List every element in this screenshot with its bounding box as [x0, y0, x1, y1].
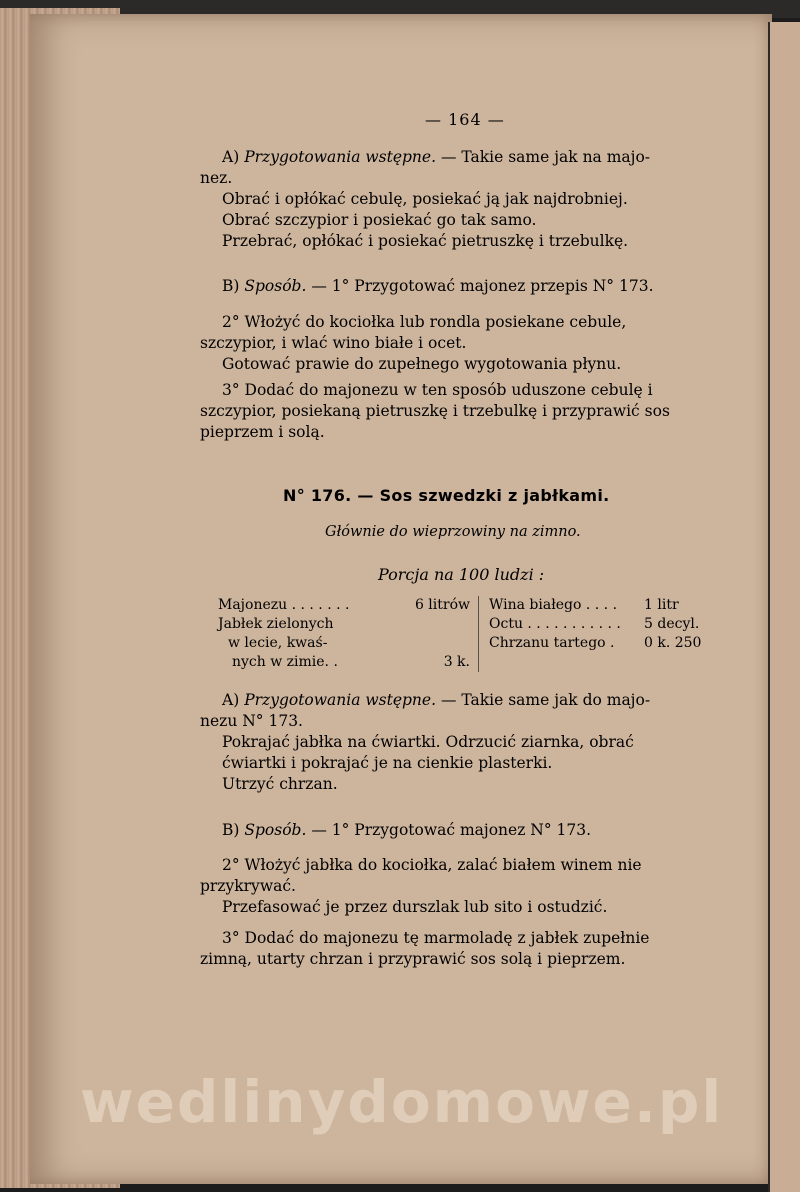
method-title: Sposób. — [244, 277, 307, 295]
section1-method — [200, 276, 740, 297]
text-line: szczypior, i wlać wino białe i ocet. — [200, 334, 467, 352]
section1-step3 — [200, 380, 740, 443]
preparation-text: — Takie same jak do majo- — [440, 691, 651, 709]
text-line: Gotować prawie do zupełnego wygotowania płynu. — [222, 355, 622, 373]
text-line: zimną, utarty chrzan i przyprawić sos solą i pieprzem. — [200, 950, 626, 968]
ingredient-qty — [644, 653, 724, 672]
ingredient-name: nych w zimie. . — [232, 654, 338, 670]
ingredients-table — [218, 596, 724, 672]
section1-preparation — [200, 147, 740, 252]
recipe-step3 — [200, 928, 740, 970]
ingredient-row — [218, 596, 724, 615]
ingredient-qty — [398, 615, 479, 634]
text-line: przykrywać. — [200, 877, 296, 895]
ingredient-qty: 3 k. — [398, 653, 479, 672]
page-number: — 164 — — [425, 110, 505, 129]
recipe-heading: N° 176. — Sos szwedzki z jabłkami. — [283, 486, 610, 505]
ingredient-qty: 0 k. 250 — [644, 635, 702, 651]
ingredient-name: w lecie, kwaś- — [228, 635, 328, 651]
text-line: Pokrajać jabłka na ćwiartki. Odrzucić ziarnka, obrać — [222, 733, 634, 751]
method-text: — 1° Przygotować majonez przepis N° 173. — [311, 277, 654, 295]
recipe-preparation — [200, 690, 740, 795]
text-line: 3° Dodać do majonezu w ten sposób uduszone cebulę i — [222, 381, 653, 399]
recipe-method — [200, 820, 740, 841]
recipe-step2 — [200, 855, 740, 918]
text-line: Obrać szczypior i posiekać go tak samo. — [222, 211, 537, 229]
label-a: A) — [222, 148, 240, 166]
ingredient-name: Jabłek zielonych — [218, 616, 334, 632]
ingredient-name: Wina białego . . . . — [489, 597, 618, 613]
ingredient-name — [479, 653, 644, 672]
ingredient-row — [218, 634, 724, 653]
ingredient-qty: 1 litr — [644, 597, 679, 613]
text-line: nez. — [200, 169, 233, 187]
text-line: 2° Włożyć do kociołka lub rondla posiekane cebule, — [222, 313, 627, 331]
section1-step2 — [200, 312, 740, 375]
text-line: Utrzyć chrzan. — [222, 775, 338, 793]
text-line: szczypior, posiekaną pietruszkę i trzebulkę i przyprawić sos — [200, 402, 670, 420]
text-line: Obrać i opłókać cebulę, posiekać ją jak najdrobniej. — [222, 190, 628, 208]
label-b: B) — [222, 277, 240, 295]
ingredient-qty: 6 litrów — [398, 596, 479, 615]
text-line: Przefasować je przez durszlak lub sito i ostudzić. — [222, 898, 608, 916]
ingredient-name: Majonezu . . . . . . . — [218, 597, 350, 613]
label-a: A) — [222, 691, 240, 709]
text-line: 3° Dodać do majonezu tę marmoladę z jabłek zupełnie — [222, 929, 650, 947]
preparation-title: Przygotowania wstępne. — [244, 148, 437, 166]
text-line: ćwiartki i pokrajać je na cienkie plasterki. — [222, 754, 553, 772]
label-b: B) — [222, 821, 240, 839]
ingredient-qty: 5 decyl. — [644, 616, 700, 632]
method-text: — 1° Przygotować majonez N° 173. — [311, 821, 592, 839]
recipe-portion: Porcja na 100 ludzi : — [378, 565, 545, 584]
recipe-subtitle: Głównie do wieprzowiny na zimno. — [325, 524, 581, 540]
preparation-text: — Takie same jak na majo- — [440, 148, 651, 166]
ingredient-row — [218, 615, 724, 634]
text-line: Przebrać, opłókać i posiekać pietruszkę i trzebulkę. — [222, 232, 629, 250]
next-page-edge — [768, 22, 800, 1192]
method-title: Sposób. — [244, 821, 307, 839]
ingredient-qty — [398, 634, 479, 653]
ingredient-row — [218, 653, 724, 672]
ingredient-name: Octu . . . . . . . . . . . — [489, 616, 621, 632]
ingredient-name: Chrzanu tartego . — [489, 635, 615, 651]
text-line: 2° Włożyć jabłka do kociołka, zalać białem winem nie — [222, 856, 642, 874]
text-line: pieprzem i solą. — [200, 423, 325, 441]
preparation-title: Przygotowania wstępne. — [244, 691, 437, 709]
watermark: wedlinydomowe.pl — [80, 1068, 724, 1136]
text-line: nezu N° 173. — [200, 712, 303, 730]
